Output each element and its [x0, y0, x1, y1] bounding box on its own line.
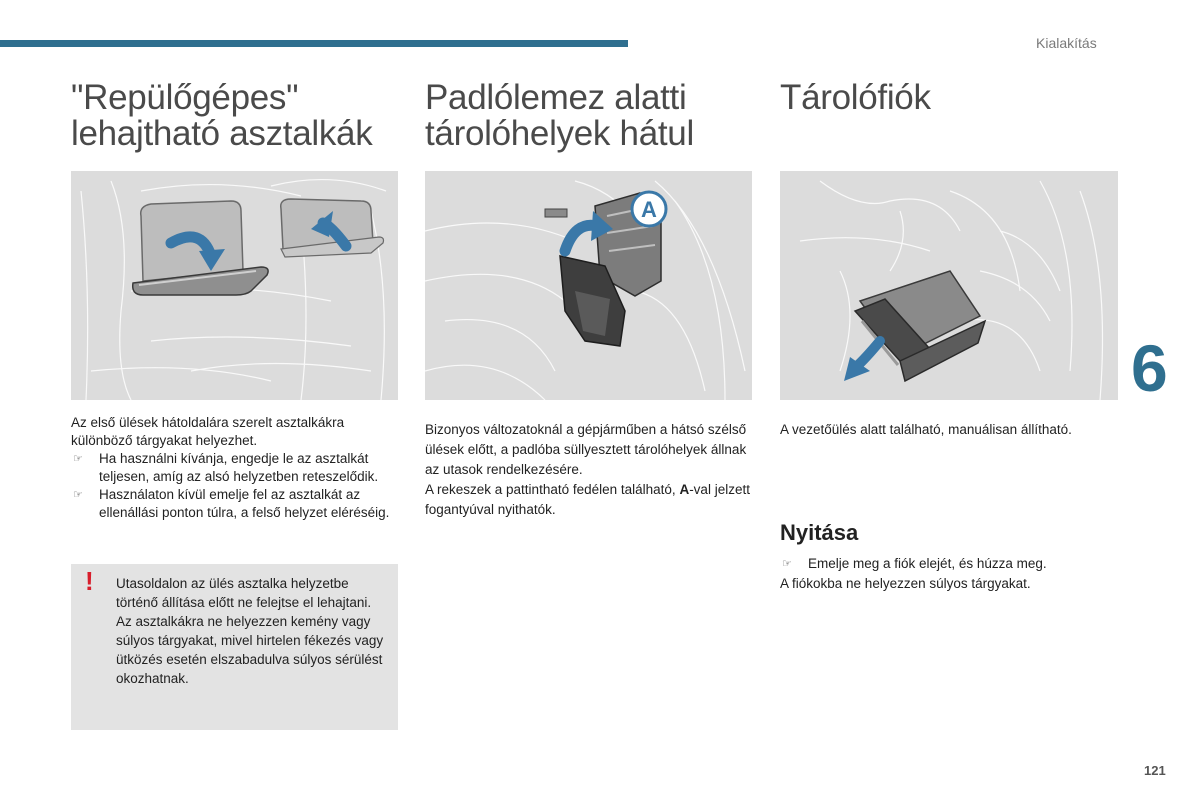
- warning-line: Utasoldalon az ülés asztalka helyzetbe történő állítása előtt ne felejtse el lehajtani.: [116, 576, 372, 610]
- top-accent-bar: [0, 40, 628, 47]
- bullet-item: ☞ Emelje meg a fiók elejét, és húzza meg.: [780, 554, 1110, 574]
- figure-label-a: A: [641, 197, 657, 222]
- storage-drawer-paragraph: A vezetőülés alatt található, manuálisan állítható.: [780, 422, 1072, 437]
- pointing-hand-icon: ☞: [73, 489, 83, 501]
- warning-box: [71, 564, 398, 730]
- folding-tables-illustration: [71, 171, 398, 400]
- column-folding-tables: [71, 78, 401, 686]
- storage-drawer-note: A fiókokba ne helyezzen súlyos tárgyakat.: [780, 576, 1031, 591]
- floor-storage-paragraph2: A rekeszek a pattintható fedélen található, A-val jelzett fogantyúval nyithatók.: [425, 482, 750, 517]
- folding-tables-intro: Az első ülések hátoldalára szerelt asztalkákra különböző tárgyakat helyezhet.: [71, 415, 345, 448]
- heading-storage-drawer: Tárolófiók: [780, 78, 931, 117]
- figure-storage-drawer: [780, 171, 1118, 400]
- figure-folding-tables: [71, 171, 398, 400]
- subheading-opening: Nyitása: [780, 520, 859, 545]
- floor-storage-paragraph1: Bizonyos változatoknál a gépjárműben a hátsó szélső ülések előtt, a padlóba süllyesztett tárolóhelyek állnak az utasok rendelkezésére.: [425, 422, 747, 477]
- column-floor-storage: [425, 78, 755, 517]
- heading-folding-tables: "Repülőgépes" lehajtható asztalkák: [71, 78, 373, 153]
- pointing-hand-icon: ☞: [782, 558, 792, 570]
- pointing-hand-icon: ☞: [73, 453, 83, 465]
- floor-storage-text: [425, 420, 755, 520]
- floor-storage-illustration: [425, 171, 752, 400]
- storage-drawer-illustration: [780, 171, 1118, 400]
- column-storage-drawer: [780, 78, 1110, 591]
- folding-tables-text: [71, 414, 401, 522]
- page-number: 121: [1144, 763, 1166, 778]
- storage-drawer-instructions: [780, 554, 1110, 594]
- bullet-item: ☞ Ha használni kívánja, engedje le az asztalkát teljesen, amíg az alsó helyzetben reteszelődik.: [73, 451, 379, 484]
- exclamation-icon: !: [85, 566, 94, 596]
- storage-drawer-text: [780, 420, 1110, 440]
- heading-floor-storage: Padlólemez alatti tárolóhelyek hátul: [425, 78, 694, 153]
- figure-floor-storage: [425, 171, 752, 400]
- warning-line: Az asztalkákra ne helyezzen kemény vagy súlyos tárgyakat, mivel hirtelen fékezés vagy ütközés esetén elszabadulva súlyos sérülést okozhatnak.: [116, 614, 384, 686]
- section-label: Kialakítás: [1036, 35, 1097, 51]
- chapter-number: 6: [1131, 331, 1168, 405]
- bullet-item: ☞ Használaton kívül emelje fel az asztalkát az ellenállási ponton túlra, a felső helyzet eléréséig.: [73, 487, 390, 520]
